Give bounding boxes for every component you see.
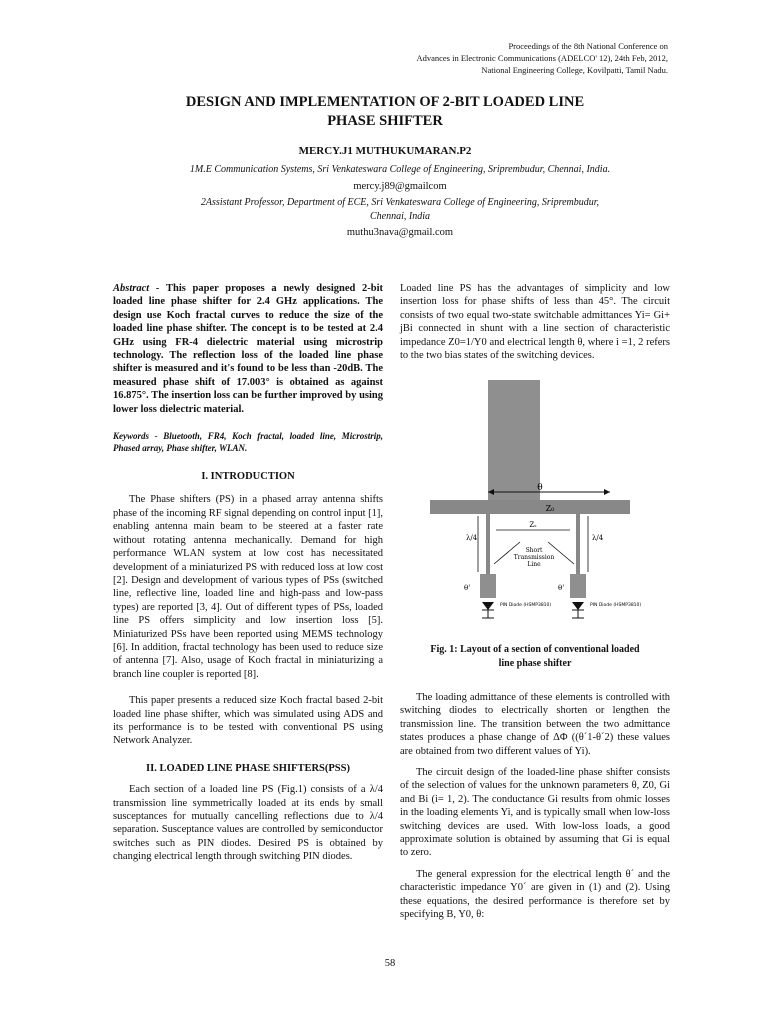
left-stub-line <box>486 514 490 574</box>
section-2-title: II. LOADED LINE PHASE SHIFTERS(PSS) <box>146 762 350 774</box>
paper-title <box>80 93 690 131</box>
header-line-1: Proceedings of the 8th National Conference on <box>508 41 668 51</box>
affiliation-2-line-1: 2Assistant Professor, Department of ECE, Sri Venkateswara College of Engineering, Sriprembudur, <box>200 197 600 208</box>
header-line-3: National Engineering College, Kovilpatti, Tamil Nadu. <box>481 65 668 75</box>
right-column-top <box>400 282 670 362</box>
figure-caption-line-1: Fig. 1: Layout of a section of conventional loaded <box>430 644 640 655</box>
left-theta-prime: θ' <box>464 584 471 592</box>
right-diode-icon <box>572 602 584 610</box>
figure-caption-line-2: line phase shifter <box>498 658 572 669</box>
title-line-1: DESIGN AND IMPLEMENTATION OF 2-BIT LOADED LINE <box>185 94 585 110</box>
zs-label: Zₛ <box>529 521 537 529</box>
conference-header <box>248 40 668 76</box>
left-stub-block <box>480 574 496 598</box>
stub-label-2: Transmission <box>513 554 555 561</box>
stub-label-3: Line <box>527 561 541 568</box>
right-paragraph-3: The circuit design of the loaded-line phase shifter consists of the selection of values for the unknown parameters θ, Z0, Gi and Bi (i= 1, 2). The conductance Gi results from ohmic losses in the loading elements Yi, and is typically small when low-loss switching devices are used. With low-loss loads, a good approximate solution is obtained by assuming that Gi is equal to zero. <box>400 767 670 859</box>
loaded-line-layout-diagram <box>400 380 670 630</box>
page-number: 58 <box>384 958 396 969</box>
right-theta-prime: θ' <box>558 584 565 592</box>
right-paragraph-4: The general expression for the electrical length θ´ and the characteristic impedance Y0´ are given in (1) and (2). Using these equations, the desired performance is therefore set by specifying B, Y0, θ: <box>400 868 670 921</box>
email-2: muthu3nava@gmail.com <box>346 227 454 238</box>
right-stub-line <box>576 514 580 574</box>
right-column-bottom <box>400 643 670 922</box>
left-lambda-label: λ/4 <box>466 534 478 542</box>
right-diode-label: PIN Diode (HSMP3810) <box>590 603 642 608</box>
section-2-paragraph-1: Each section of a loaded line PS (Fig.1) consists of a λ/4 transmission line symmetrically loaded at its ends by small susceptances for mutually cancelling reflections due to λ/4 separation. Susceptance values are controlled by semiconductor switches such as PIN diodes. Desired PS is obtained by changing electrical length through switching PIN diodes. <box>113 784 383 863</box>
main-transmission-line <box>430 500 630 514</box>
arrow-right-icon <box>604 489 610 495</box>
authors: MERCY.J1 MUTHUKUMARAN.P2 <box>298 145 472 157</box>
section-1-title: I. INTRODUCTION <box>201 471 295 483</box>
right-paragraph-2: The loading admittance of these elements is controlled with switching diodes to electrically shorten or lengthen the transmission line. The transition between the two admittance states produces a phase change of ΔΦ ((θ´1-θ´2) these values are obtained from two different values of Yi). <box>400 692 670 757</box>
theta-label: θ <box>537 483 543 493</box>
left-column <box>113 282 383 864</box>
right-stub-block <box>570 574 586 598</box>
affiliation-1: 1M.E Communication Systems, Sri Venkateswara College of Engineering, Sriprembudur, Chennai, India. <box>189 164 611 175</box>
top-stub-patch <box>488 380 543 500</box>
section-1-paragraph-2: This paper presents a reduced size Koch fractal based 2-bit loaded line phase shifter, which was simulated using ADS and its performance is to be tested with conventional PS using Network Analyzer. <box>113 695 383 747</box>
right-lambda-label: λ/4 <box>592 534 604 542</box>
affiliation-2-line-2: Chennai, India <box>370 211 430 222</box>
abstract-label: Abstract - <box>113 283 167 294</box>
left-diode-icon <box>482 602 494 610</box>
header-line-2: Advances in Electronic Communications (ADELCO' 12), 24th Feb, 2012, <box>416 53 668 63</box>
abstract-text: This paper proposes a newly designed 2-bit loaded line phase shifter for 2.4 GHz applications. The design use Koch fractal curves to reduce the size of the loaded line phase shifter. The concept is to be tested at 2.4 GHz using FR-4 dielectric material using microstrip technology. The reflection loss of the loaded line phase shifter is measured and it's found to be less than -20dB. The measured phase shift of 17.003° is obtained as against 16.875°. The insertion loss can be further improved by using lower loss dielectric material. <box>113 283 384 415</box>
z0-label: Z₀ <box>545 504 555 513</box>
title-line-2: PHASE SHIFTER <box>327 113 443 129</box>
left-diode-label: PIN Diode (HSMP3810) <box>500 603 552 608</box>
figure-1 <box>400 380 670 630</box>
section-1-paragraph-1: The Phase shifters (PS) in a phased array antenna shifts phase of the incoming RF signal depending on control input [1], enabling antenna main beam to be steered at a faster rate without rotating antenna mechanically. Demand for high performance WLAN system at low cost has necessitated development of a miniaturized PS with reduced loss at low cost [2]. Design and development of various types of PSs (switched line, reflective line, loaded line and high-pass and low-pass types) are reported [3, 4]. Out of different types of PSs, loaded line PS offers simplicity and low insertion loss [5]. Miniaturized PSs have been reported using MEMS technology [6]. In addition, fractal technology has been used to reduce size of antenna [7]. Also, usage of Koch fractal in miniaturizing a branch line coupler is reported [8]. <box>113 494 383 680</box>
stub-label-1: Short <box>525 547 543 554</box>
email-1: mercy.j89@gmailcom <box>353 181 447 192</box>
right-paragraph-1: Loaded line PS has the advantages of simplicity and low insertion loss for phase shifts of less than 45°. The circuit consists of two equal two-state switchable admittances Yi= Gi+ jBi connected in shunt with a line section of characteristic impedance Z0=1/Y0 and electrical length θ, where i =1, 2 refers to the two bias states of the switching devices. <box>400 283 670 362</box>
abstract <box>113 282 383 416</box>
keywords: Keywords - Bluetooth, FR4, Koch fractal, loaded line, Microstrip, Phased array, Phase shifter, WLAN. <box>113 431 383 454</box>
